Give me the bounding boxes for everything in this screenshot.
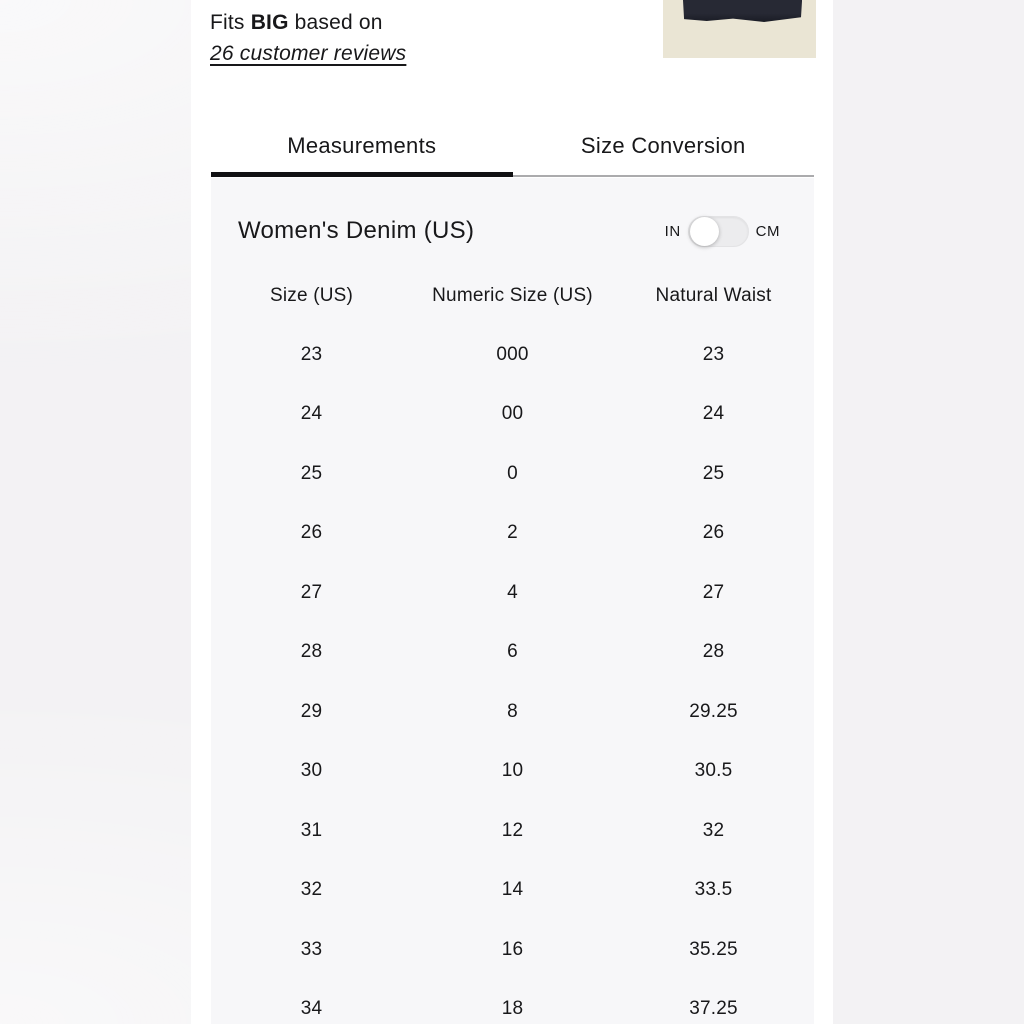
size-us-cell: 25 bbox=[300, 462, 323, 484]
natural-waist-cell: 28 bbox=[702, 641, 725, 663]
natural-waist-cell: 35.25 bbox=[689, 938, 738, 960]
fit-emphasis: BIG bbox=[250, 11, 289, 34]
toggle-knob[interactable] bbox=[690, 217, 719, 246]
size-us-cell: 27 bbox=[300, 581, 323, 603]
numeric-size-cell: 000 bbox=[496, 343, 529, 365]
column-header-numeric-size: Numeric Size (US) bbox=[432, 285, 593, 306]
size-table-body bbox=[211, 325, 814, 1024]
numeric-size-cell: 14 bbox=[501, 879, 524, 901]
numeric-size-cell: 4 bbox=[507, 581, 518, 603]
measurements-panel bbox=[211, 178, 814, 1024]
column-header-natural-waist: Natural Waist bbox=[655, 285, 772, 306]
table-row bbox=[211, 920, 814, 980]
size-guide-tabs bbox=[211, 128, 814, 177]
table-row bbox=[211, 623, 814, 683]
unit-toggle-switch[interactable] bbox=[688, 216, 749, 247]
chart-title: Women's Denim (US) bbox=[238, 217, 475, 244]
natural-waist-cell: 30.5 bbox=[694, 760, 733, 782]
size-us-cell: 32 bbox=[300, 879, 323, 901]
natural-waist-cell: 24 bbox=[702, 403, 725, 425]
size-us-cell: 26 bbox=[300, 522, 323, 544]
numeric-size-cell: 6 bbox=[507, 641, 518, 663]
unit-label-in: IN bbox=[664, 222, 681, 240]
size-us-cell: 23 bbox=[300, 343, 323, 365]
size-us-cell: 29 bbox=[300, 700, 323, 722]
table-row bbox=[211, 801, 814, 861]
numeric-size-cell: 0 bbox=[507, 462, 518, 484]
tab-measurements[interactable]: Measurements bbox=[211, 128, 513, 177]
fit-summary bbox=[210, 7, 406, 69]
table-row bbox=[211, 980, 814, 1024]
fit-summary-text bbox=[210, 7, 406, 38]
numeric-size-cell: 2 bbox=[507, 522, 518, 544]
garment-image-shape bbox=[683, 0, 802, 22]
column-header-size-us: Size (US) bbox=[269, 285, 354, 306]
natural-waist-cell: 33.5 bbox=[694, 879, 733, 901]
fit-suffix: based on bbox=[294, 11, 383, 34]
natural-waist-cell: 37.25 bbox=[689, 998, 738, 1020]
unit-label-cm: CM bbox=[755, 222, 780, 240]
table-row bbox=[211, 742, 814, 802]
numeric-size-cell: 16 bbox=[501, 938, 524, 960]
product-thumbnail bbox=[663, 0, 816, 58]
table-row bbox=[211, 682, 814, 742]
natural-waist-cell: 29.25 bbox=[689, 700, 738, 722]
size-us-cell: 31 bbox=[300, 819, 323, 841]
size-us-cell: 24 bbox=[300, 403, 323, 425]
size-us-cell: 28 bbox=[300, 641, 323, 663]
customer-reviews-link[interactable]: 26 customer reviews bbox=[210, 42, 407, 65]
table-header-row bbox=[211, 285, 814, 309]
numeric-size-cell: 12 bbox=[501, 819, 524, 841]
tab-size-conversion[interactable]: Size Conversion bbox=[513, 128, 815, 177]
table-row bbox=[211, 861, 814, 921]
fit-prefix: Fits bbox=[210, 11, 245, 34]
table-row bbox=[211, 504, 814, 564]
numeric-size-cell: 10 bbox=[501, 760, 524, 782]
size-us-cell: 30 bbox=[300, 760, 323, 782]
numeric-size-cell: 8 bbox=[507, 700, 518, 722]
natural-waist-cell: 23 bbox=[702, 343, 725, 365]
size-us-cell: 34 bbox=[300, 998, 323, 1020]
size-us-cell: 33 bbox=[300, 938, 323, 960]
table-row bbox=[211, 444, 814, 504]
natural-waist-cell: 27 bbox=[702, 581, 725, 603]
natural-waist-cell: 26 bbox=[702, 522, 725, 544]
table-row bbox=[211, 385, 814, 445]
content-column bbox=[191, 0, 833, 1024]
numeric-size-cell: 00 bbox=[501, 403, 524, 425]
panel-header bbox=[211, 178, 814, 250]
table-row bbox=[211, 563, 814, 623]
natural-waist-cell: 32 bbox=[702, 819, 725, 841]
unit-toggle bbox=[665, 216, 780, 247]
natural-waist-cell: 25 bbox=[702, 462, 725, 484]
table-row bbox=[211, 325, 814, 385]
numeric-size-cell: 18 bbox=[501, 998, 524, 1020]
